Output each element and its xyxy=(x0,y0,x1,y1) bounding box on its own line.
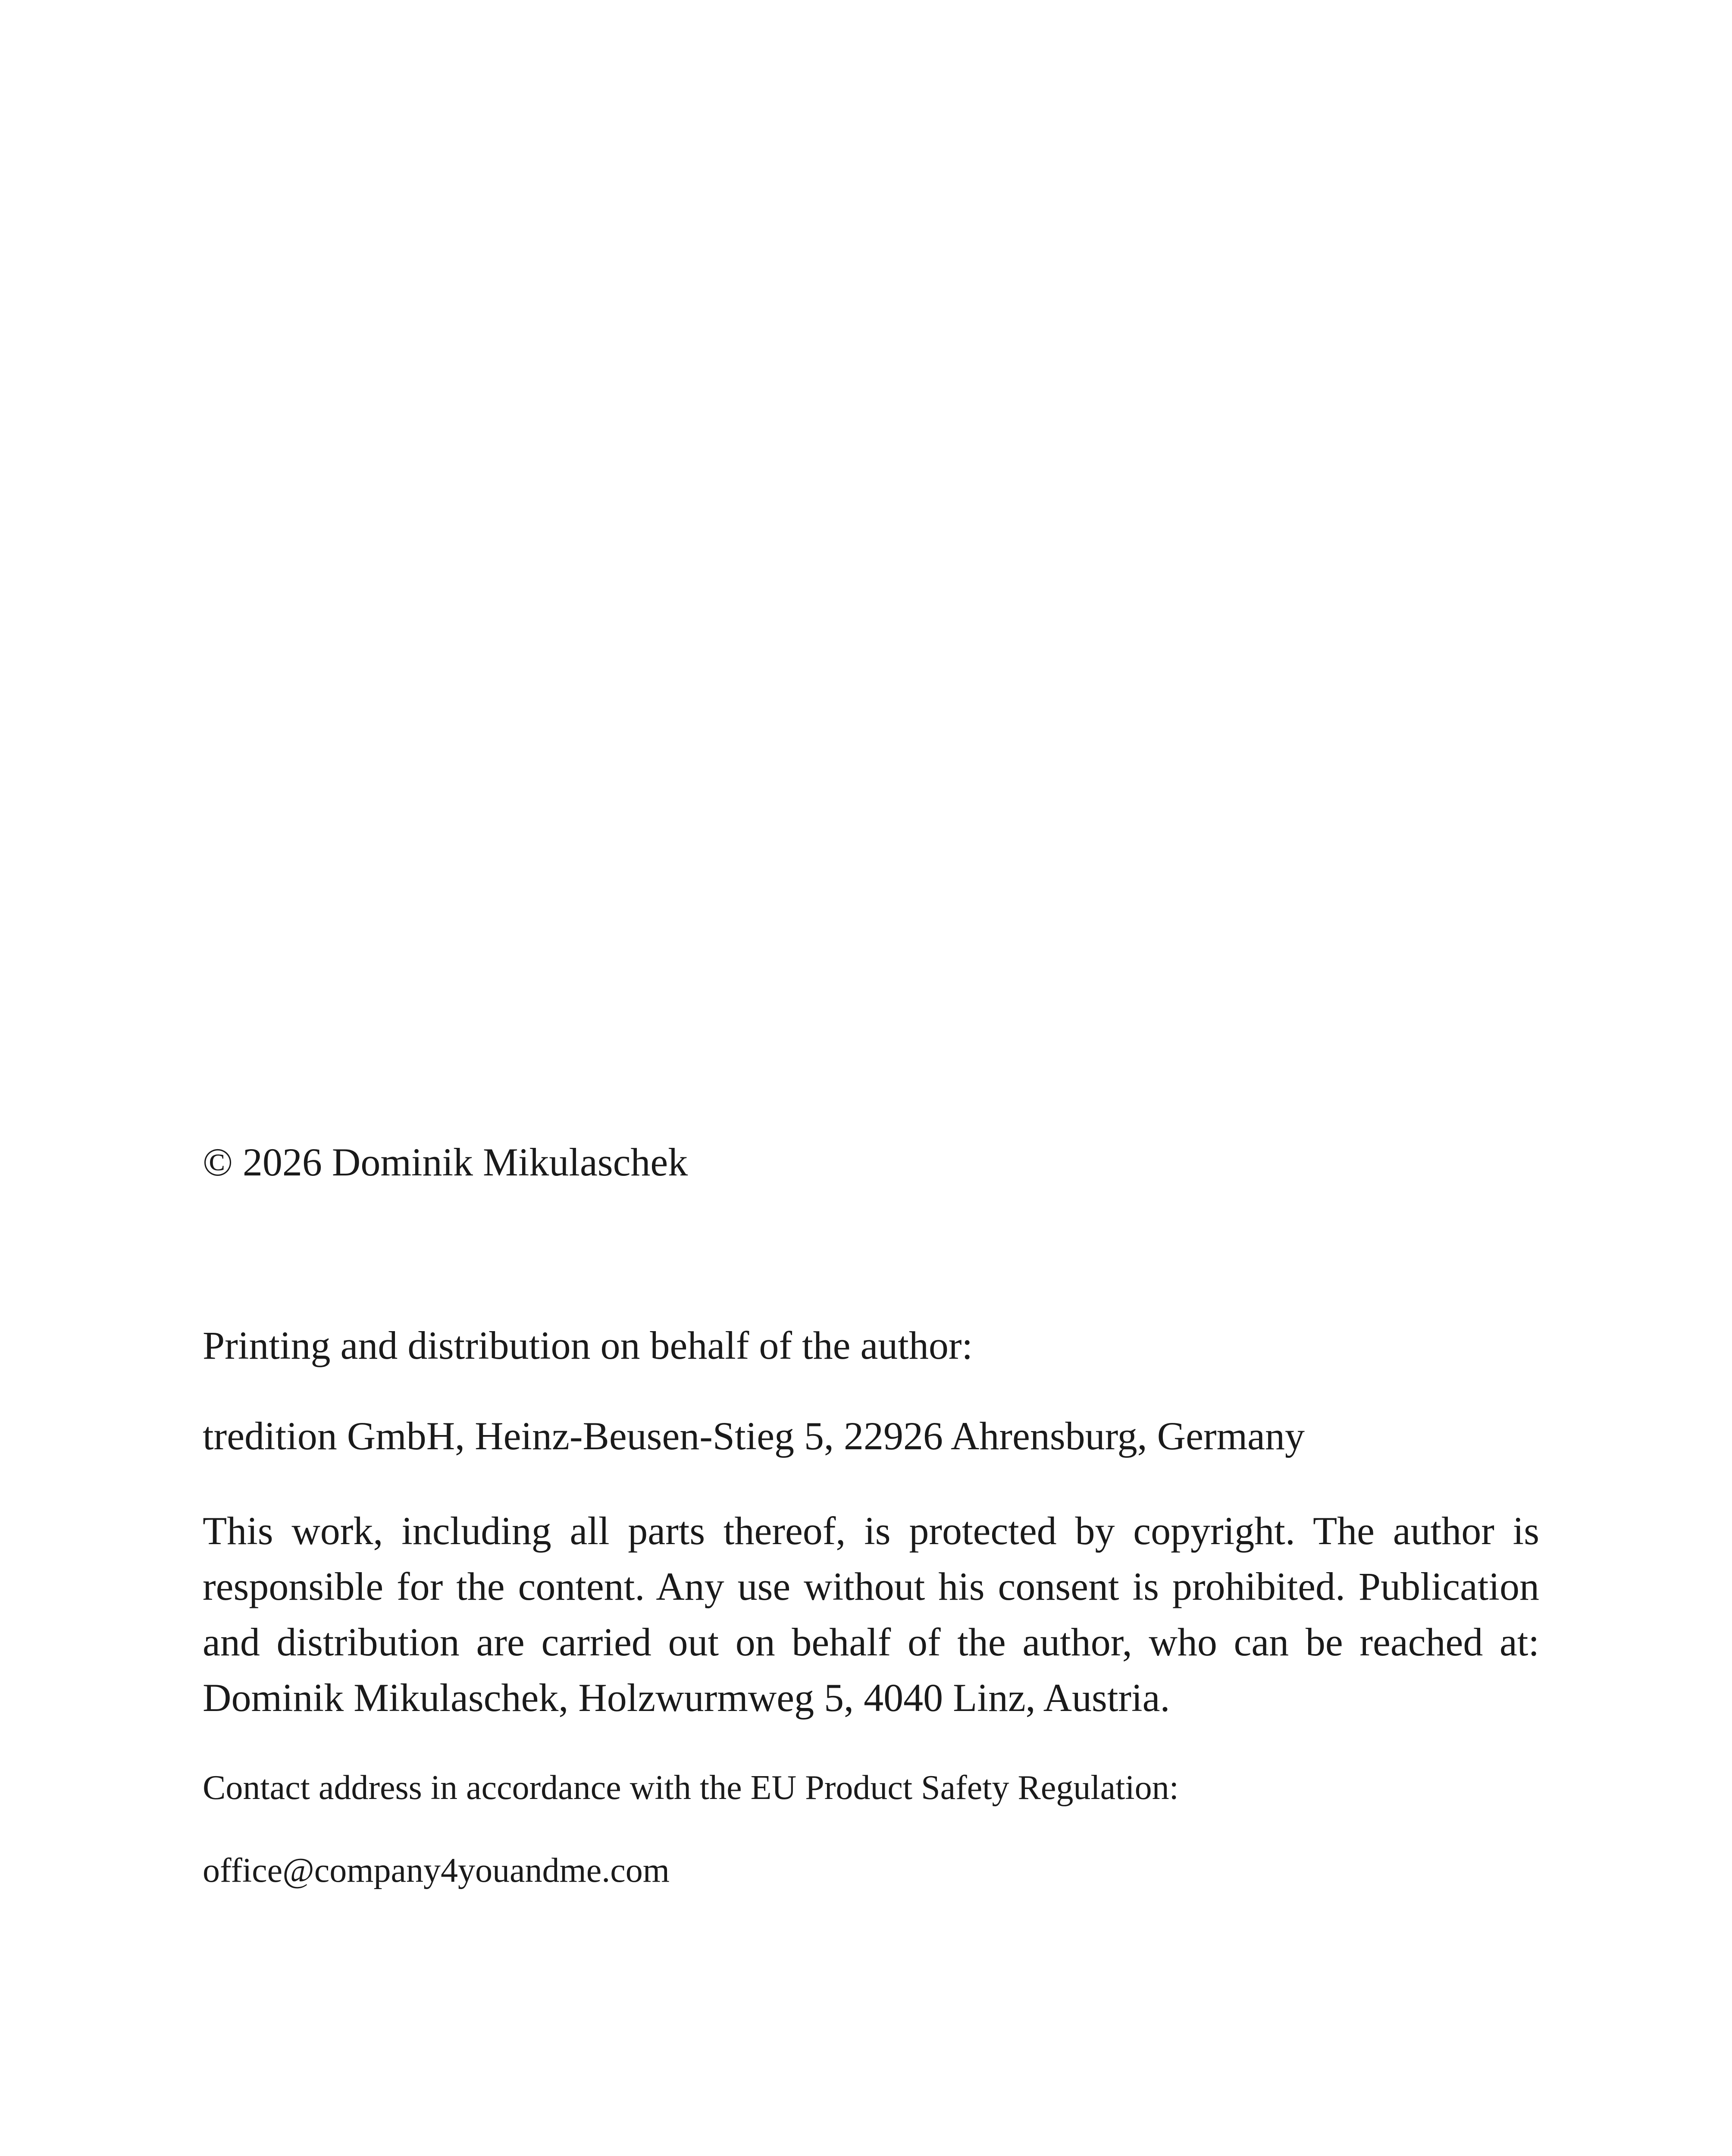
rights-statement: This work, including all parts thereof, is protected by copyright. The author is responsible for the content. Any use without his consent is prohibited. Publication and distribution are carried out on behalf of the author, who can be reached at: Dominik Mikulaschek, Holzwurmweg 5, 4040 Linz, Austria. xyxy=(203,1509,1539,1720)
contact-address-label: Contact address in accordance with the EU Product Safety Regulation: xyxy=(203,1769,1179,1807)
publisher-address: tredition GmbH, Heinz-Beusen-Stieg 5, 22926 Ahrensburg, Germany xyxy=(203,1414,1305,1458)
printing-distribution-note: Printing and distribution on behalf of the author: xyxy=(203,1323,973,1367)
contact-email: office@company4youandme.com xyxy=(203,1852,670,1890)
copyright-line: © 2026 Dominik Mikulaschek xyxy=(203,1140,688,1184)
